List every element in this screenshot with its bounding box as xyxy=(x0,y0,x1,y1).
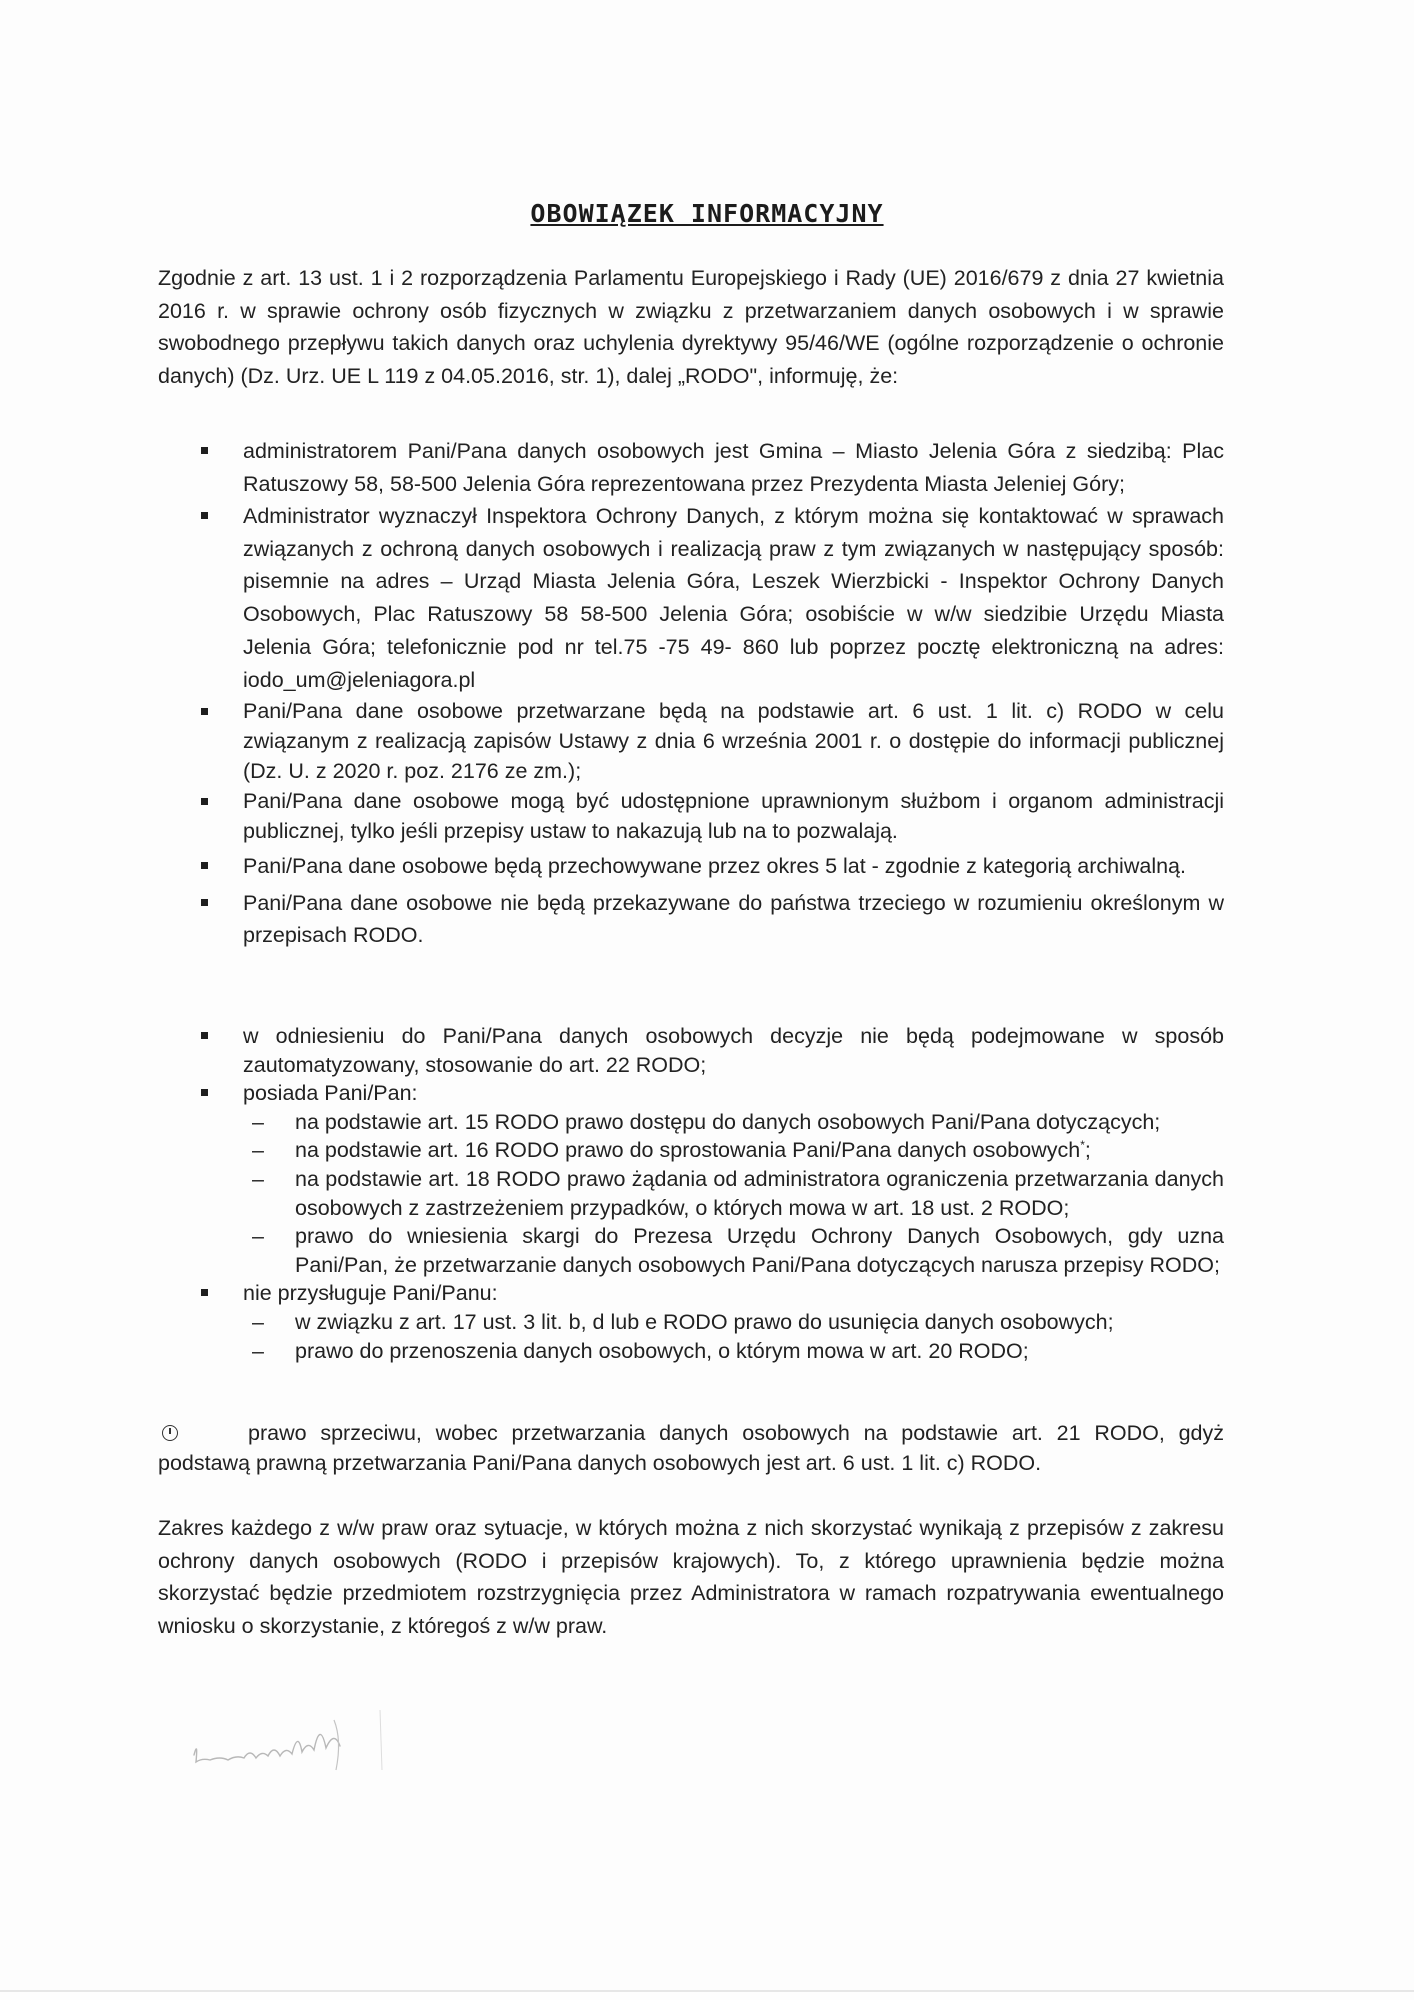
list-item: Administrator wyznaczył Inspektora Ochrony Danych, z którym można się kontaktować w sprawach związanych z ochroną danych osobowych i realizacją praw z tym związanych w następujący sposób: pisemnie na adres – Urząd Miasta Jelenia Góra, Leszek Wierzbicki - Inspektor Ochrony Danych Osobowych, Plac Ratuszowy 58 58-500 Jelenia Góra; osobiście w w/w siedzibie Urzędu Miasta Jelenia Góra; telefonicznie pod nr tel.75 -75 49- 860 lub poprzez pocztę elektroniczną na adres: iodo_um@jeleniagora.pl xyxy=(158,500,1224,696)
bullet-square-icon xyxy=(201,447,208,454)
list-item: Pani/Pana dane osobowe będą przechowywane przez okres 5 lat - zgodnie z kategorią archiwalną. xyxy=(158,850,1224,883)
bullet-square-icon xyxy=(201,708,208,715)
scan-edge-line xyxy=(0,1990,1414,1992)
dash-marker: – xyxy=(252,1138,264,1163)
document-title: OBOWIĄZEK INFORMACYJNY xyxy=(530,199,884,228)
sub-list-item: – na podstawie art. 16 RODO prawo do sprostowania Pani/Pana danych osobowych*; xyxy=(158,1136,1224,1165)
closing-paragraph: Zakres każdego z w/w praw oraz sytuacje, w których można z nich skorzystać wynikają z przepisów z zakresu ochrony danych osobowych (RODO i przepisów krajowych). To, z którego uprawnienia będzie można skorzystać będzie przedmiotem rozstrzygnięcia przez Administratora w ramach rozpatrywania ewentualnego wniosku o skorzystanie, z któregoś z w/w praw. xyxy=(158,1516,1224,1638)
bullet-square-icon xyxy=(201,1089,208,1096)
sub-list-item: – na podstawie art. 15 RODO prawo dostępu do danych osobowych Pani/Pana dotyczących; xyxy=(158,1108,1224,1137)
dash-marker: – xyxy=(252,1338,264,1363)
clock-bullet-icon xyxy=(162,1425,178,1441)
bullet-square-icon xyxy=(201,1289,208,1296)
list-item: Pani/Pana dane osobowe mogą być udostępnione uprawnionym służbom i organom administracji publicznej, tylko jeśli przepisy ustaw to nakazują lub na to pozwalają. xyxy=(158,786,1224,846)
bullet-square-icon xyxy=(201,1032,208,1039)
intro-paragraph: Zgodnie z art. 13 ust. 1 i 2 rozporządzenia Parlamentu Europejskiego i Rady (UE) 2016/679 z dnia 27 kwietnia 2016 r. w sprawie ochrony osób fizycznych w związku z przetwarzaniem danych osobowych i w sprawie swobodnego przepływu takich danych oraz uchylenia dyrektywy 95/46/WE (ogólne rozporządzenie o ochronie danych) (Dz. Urz. UE L 119 z 04.05.2016, str. 1), dalej „RODO", informuję, że: xyxy=(158,266,1224,388)
bullet-square-icon xyxy=(201,862,208,869)
sub-list-item: – w związku z art. 17 ust. 3 lit. b, d lub e RODO prawo do usunięcia danych osobowych; xyxy=(158,1308,1224,1337)
signature-scribble xyxy=(184,1700,414,1780)
list-item: Pani/Pana dane osobowe przetwarzane będą na podstawie art. 6 ust. 1 lit. c) RODO w celu związanym z realizacją zapisów Ustawy z dnia 6 września 2001 r. o dostępie do informacji publicznej (Dz. U. z 2020 r. poz. 2176 ze zm.); xyxy=(158,696,1224,786)
bullet-square-icon xyxy=(201,512,208,519)
objection-paragraph: prawo sprzeciwu, wobec przetwarzania danych osobowych na podstawie art. 21 RODO, gdyż podstawą prawną przetwarzania Pani/Pana danych osobowych jest art. 6 ust. 1 lit. c) RODO. xyxy=(158,1421,1224,1475)
dash-marker: – xyxy=(252,1309,264,1334)
sub-list-item: – na podstawie art. 18 RODO prawo żądania od administratora ograniczenia przetwarzania danych osobowych z zastrzeżeniem przypadków, o których mowa w art. 18 ust. 2 RODO; xyxy=(158,1165,1224,1222)
dash-marker: – xyxy=(252,1109,264,1134)
footnote-mark: * xyxy=(1080,1138,1085,1153)
dash-marker: – xyxy=(252,1224,264,1249)
list-item: nie przysługuje Pani/Panu: xyxy=(158,1279,1224,1308)
info-bullet-list xyxy=(158,435,1224,952)
list-item: Pani/Pana dane osobowe nie będą przekazywane do państwa trzeciego w rozumieniu określonym w przepisach RODO. xyxy=(158,887,1224,952)
bullet-square-icon xyxy=(201,899,208,906)
sub-list-item: – prawo do przenoszenia danych osobowych, o którym mowa w art. 20 RODO; xyxy=(158,1337,1224,1366)
rights-bullet-list xyxy=(158,1022,1224,1365)
bullet-square-icon xyxy=(201,798,208,805)
dash-marker: – xyxy=(252,1166,264,1191)
list-item: administratorem Pani/Pana danych osobowych jest Gmina – Miasto Jelenia Góra z siedzibą: Plac Ratuszowy 58, 58-500 Jelenia Góra reprezentowana przez Prezydenta Miasta Jeleniej Góry; xyxy=(158,435,1224,500)
sub-list-item: – prawo do wniesienia skargi do Prezesa Urzędu Ochrony Danych Osobowych, gdy uzna Pani/Pan, że przetwarzanie danych osobowych Pani/Pana dotyczących narusza przepisy RODO; xyxy=(158,1222,1224,1279)
list-item: posiada Pani/Pan: xyxy=(158,1079,1224,1108)
list-item: w odniesieniu do Pani/Pana danych osobowych decyzje nie będą podejmowane w sposób zautomatyzowany, stosowanie do art. 22 RODO; xyxy=(158,1022,1224,1079)
